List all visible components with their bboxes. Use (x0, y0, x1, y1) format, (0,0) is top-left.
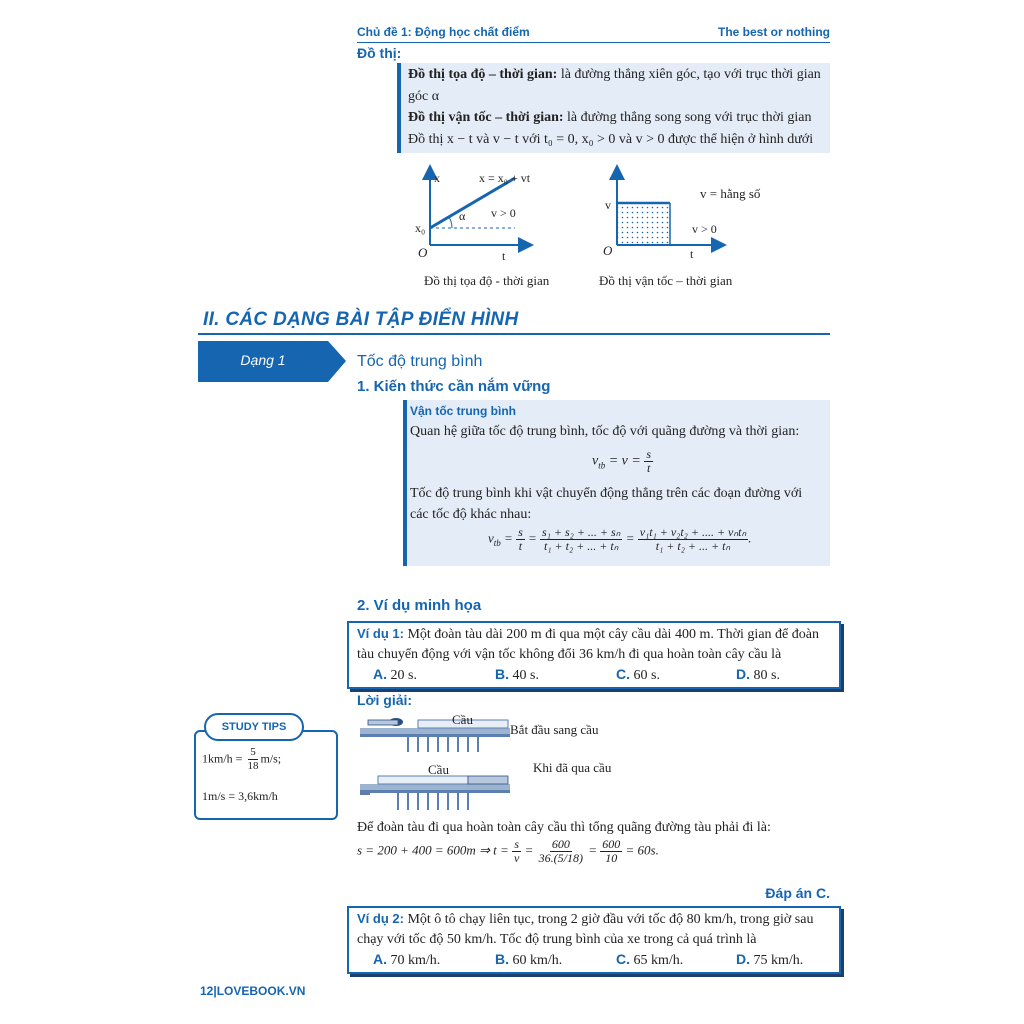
solution-label: Lời giải: (357, 692, 413, 708)
vt-graph (605, 160, 735, 270)
answer-label: Đáp án C. (765, 885, 830, 901)
state-start: Bắt đầu sang cầu (510, 722, 599, 737)
bridge-label-2: Cầu (428, 762, 449, 777)
solution-line: Để đoàn tàu đi qua hoàn toàn cây cầu thì tổng quãng đường tàu phải đi là: (357, 820, 771, 835)
example1-option-a[interactable]: A. 20 s. (373, 666, 417, 683)
example1-option-c[interactable]: C. 60 s. (616, 666, 660, 683)
graphs-line3: Đồ thị vận tốc – thời gian: là đường thẳng song song với trục thời gian (408, 110, 812, 125)
xt-origin: O (418, 245, 428, 260)
dang-tag: Dạng 1 (240, 352, 286, 368)
state-end: Khi đã qua cầu (533, 760, 612, 775)
xt-equation: x = x₀ + vt (479, 171, 531, 185)
vt-constant: v = hằng số (700, 186, 761, 201)
xt-alpha: α (459, 209, 466, 223)
vt-condition: v > 0 (692, 222, 717, 236)
study-tips-title: STUDY TIPS (204, 713, 304, 741)
graphs-label: Đồ thị: (357, 45, 402, 61)
bridge-scene-1 (360, 718, 510, 752)
section-rule (198, 333, 830, 335)
xt-angle-arc (449, 217, 452, 228)
example2-option-b[interactable]: B. 60 km/h. (495, 951, 563, 968)
graphs-line4: Đồ thị x − t và v − t với t₀ = 0, x₀ > 0 và v > 0 được thể hiện ở hình dưới (408, 132, 814, 147)
vt-y-label: v (605, 198, 611, 212)
xt-y-label: x (434, 171, 440, 185)
example1-text2: tàu chuyển động với vận tốc không đổi 36 km/h đi qua hoàn toàn cây cầu là (357, 647, 782, 662)
vt-caption: Đồ thị vận tốc – thời gian (599, 273, 733, 288)
header-motto: The best or nothing (718, 25, 830, 39)
sub-heading-examples: 2. Ví dụ minh họa (357, 597, 482, 614)
example2-text1: Ví dụ 2: Một ô tô chạy liên tục, trong 2 giờ đầu với tốc độ 80 km/h, trong giờ sau (357, 911, 814, 927)
footer-site: LOVEBOOK.VN (216, 984, 306, 998)
xt-caption: Đồ thị tọa độ - thời gian (424, 273, 550, 288)
formula-vtb: $v_{tb} = v$ = $\frac{s}{t}$ (592, 447, 652, 475)
example1-text1: Ví dụ 1: Một đoàn tàu dài 200 m đi qua một cây cầu dài 400 m. Thời gian để đoàn (357, 626, 819, 642)
example2-text2: chạy với tốc độ 50 km/h. Tốc độ trung bình của xe trong cả quá trình là (357, 932, 757, 947)
header-rule (357, 42, 830, 43)
knowledge-box-bar (403, 400, 407, 566)
bridge-scene-2 (360, 776, 510, 810)
example2-option-c[interactable]: C. 65 km/h. (616, 951, 684, 968)
study-tip-1: 1km/h = $\frac{5}{18}$ m/s; (202, 746, 282, 772)
dang1-title: Tốc độ trung bình (357, 353, 483, 370)
graphs-line2: góc α (408, 89, 440, 104)
formula-vtb-general: $v_{tb}$ = $\frac{s}{t}$ = $\frac{\text{s₁ + s₂ + ... + sₙ}}{\text{t₁ + t₂ + ... + tₙ}}$ = $\frac{\text{v₁t₁ + v₂t₂ + .... + vₙtₙ}}{\text{t₁ + t₂ + ... + tₙ}}$ . (488, 525, 752, 553)
example2-option-d[interactable]: D. 75 km/h. (736, 951, 804, 968)
xt-condition: v > 0 (491, 206, 516, 220)
knowledge-line3: các tốc độ khác nhau: (410, 507, 532, 522)
vt-x-label: t (690, 247, 694, 261)
section-title: II. CÁC DẠNG BÀI TẬP ĐIỂN HÌNH (203, 309, 519, 330)
knowledge-box-title: Vận tốc trung bình (410, 404, 516, 418)
graphs-note-bar (397, 63, 401, 153)
graphs-line1: Đồ thị tọa độ – thời gian: là đường thẳng xiên góc, tạo với trục thời gian (408, 67, 821, 82)
example2-option-a[interactable]: A. 70 km/h. (373, 951, 441, 968)
xt-x-label: t (502, 249, 506, 263)
solution-calc: s = 200 + 400 = 600m ⇒ t = $\frac{s}{v}$ = $\frac{600}{36.(5/18)}$ = $\frac{600}{10}$ = 60s. (357, 837, 659, 865)
study-tip-2: 1m/s = 3,6km/h (202, 789, 278, 803)
footer: 12|LOVEBOOK.VN (200, 984, 306, 998)
knowledge-line2: Tốc độ trung bình khi vật chuyển động thẳng trên các đoạn đường với (410, 486, 803, 501)
chapter-title: Chủ đề 1: Động học chất điểm (357, 25, 530, 39)
page-number: 12 (200, 984, 214, 998)
vt-area (617, 203, 670, 245)
study-tips-box (194, 730, 338, 820)
example1-option-d[interactable]: D. 80 s. (736, 666, 780, 683)
bridge-label-1: Cầu (452, 712, 473, 727)
vt-origin: O (603, 243, 613, 258)
example1-option-b[interactable]: B. 40 s. (495, 666, 539, 683)
xt-x0-label: x₀ (415, 221, 426, 235)
sub-heading-knowledge: 1. Kiến thức cần nắm vững (357, 378, 551, 395)
knowledge-line1: Quan hệ giữa tốc độ trung bình, tốc độ với quãng đường và thời gian: (410, 424, 800, 439)
